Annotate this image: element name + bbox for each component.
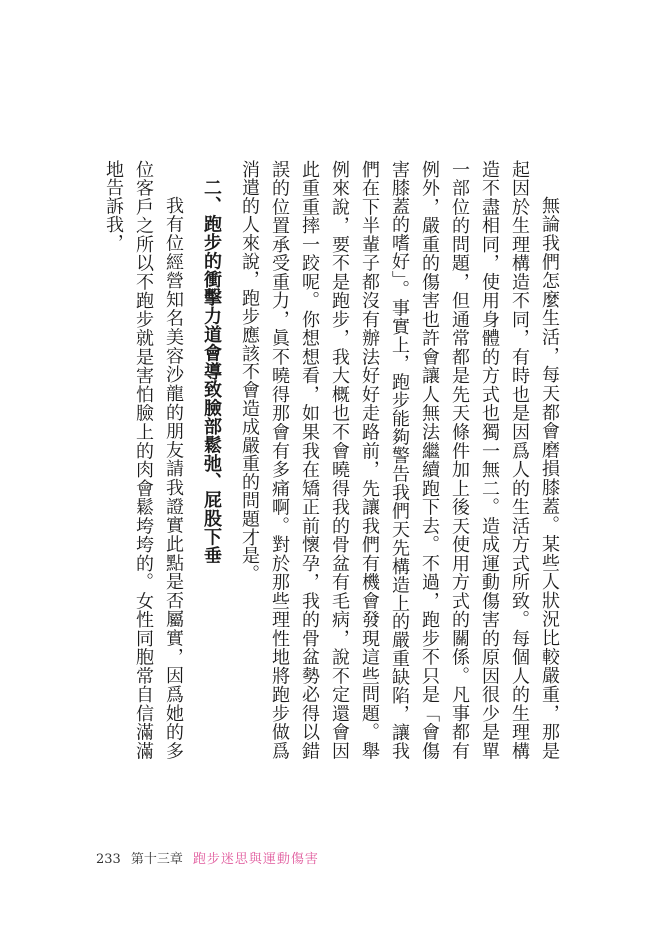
- page-number: 233: [96, 852, 121, 867]
- chapter-title: 跑步迷思與運動傷害: [192, 852, 319, 867]
- page-footer: [96, 848, 319, 868]
- paragraph-2: 我有位經營知名美容沙龍的朋友請我證實此點是否屬實，因爲她的多位客戶之所以不跑步就是害怕臉上的肉會鬆垮垮的。女性同胞常自信滿滿地告訴我，: [103, 160, 184, 760]
- vertical-body-text: [92, 160, 564, 760]
- paragraph-1: 無論我們怎麼生活，每天都會磨損膝蓋。某些人狀況比較嚴重，那是起因於生理構造不同，有時也是因爲人的生活方式所致。每個人的生理構造不盡相同，使用身體的方式也獨一無二。造成運動傷害的原因很少是單一部位的問題，但通常都是先天條件加上後天使用方式的關係。凡事都有例外，嚴重的傷害也許會讓人無法繼續跑下去。不過，跑步不只是「會傷害膝蓋的嗜好」。事實上，跑步能夠警告我們天先構造上的嚴重缺陷，讓我們在下半輩子都沒有辦法好好走路前，先讓我們有機會發現這些問題。舉例來說，要不是跑步，我大概也不會曉得我的骨盆有毛病，說不定還會因此重重摔一跤呢。你想想看，如果我在矯正前懷孕，我的骨盆勢必得以錯誤的位置承受重力，眞不曉得那會有多痛啊。對於那些理性地將跑步做爲消遣的人來說，跑步應該不會造成嚴重的問題才是。: [239, 160, 560, 760]
- section-heading: 二、跑步的衝擊力道會導致臉部鬆弛、屁股下垂: [201, 178, 222, 565]
- chapter-number: 第十三章: [130, 852, 183, 867]
